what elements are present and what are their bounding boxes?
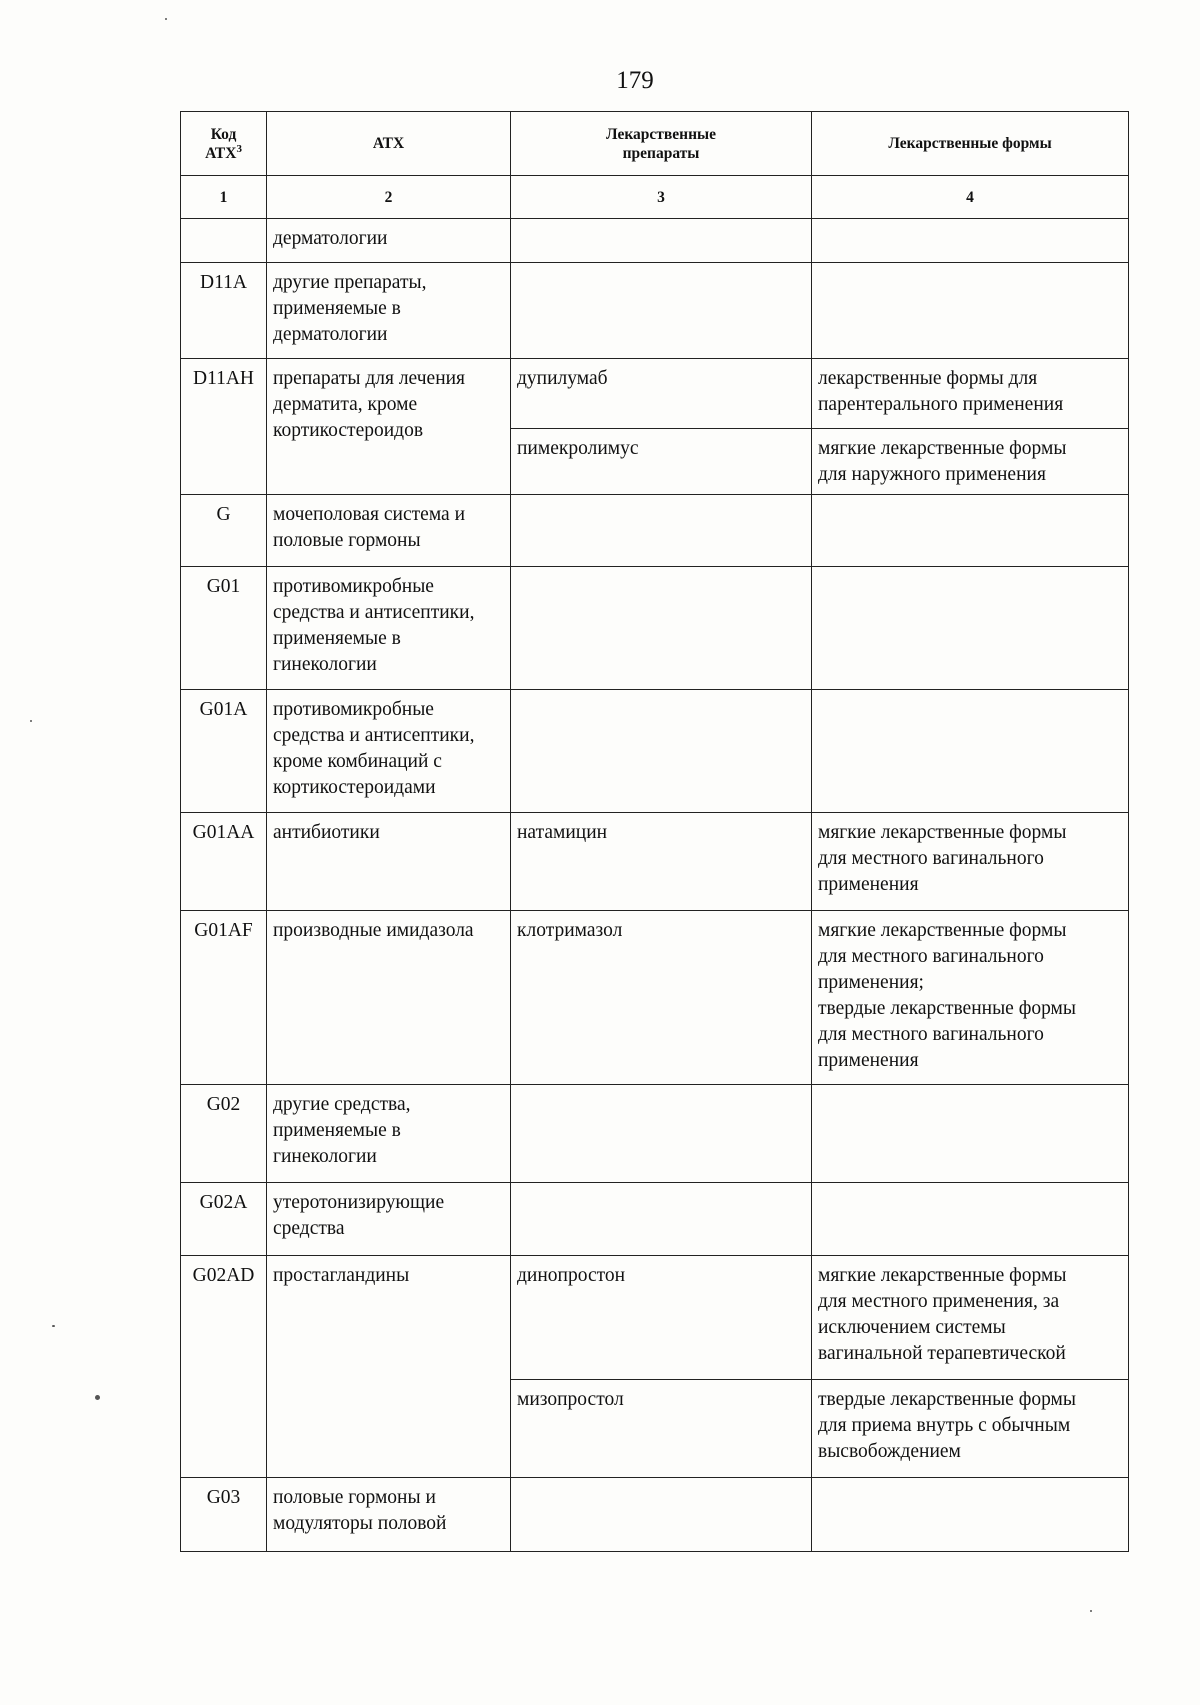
scan-speck [1090,1610,1092,1612]
cell-text-line: высвобождением [818,1441,961,1462]
drug-cell [511,1085,812,1183]
cell-text-line: дерматита, кроме [273,394,418,415]
drug-cell: пимекролимус [511,429,812,495]
table-row [181,359,1129,429]
drug-cell [511,495,812,567]
header-atx: АТХ [267,112,511,176]
table-row [181,813,1129,911]
drug-cell: клотримазол [511,911,812,1085]
table-body [181,219,1129,1552]
drug-cell [511,1478,812,1552]
cell-text-line: препараты для лечения [273,368,466,389]
dosage-form-cell [812,1256,1129,1380]
header-atx-code: Код АТХ$^3$ [181,112,267,176]
table-header [181,112,1129,219]
cell-text-line: для местного вагинального [818,946,1044,967]
atx-name-cell [267,1256,511,1478]
scan-speck [95,1395,100,1400]
dosage-form-cell [812,1380,1129,1478]
dosage-form-cell [812,813,1129,911]
dosage-form-cell [812,219,1129,263]
atx-code-cell: G03 [181,1478,267,1552]
atx-name-cell [267,495,511,567]
drug-cell [511,567,812,690]
cell-text-line: для местного применения, за [818,1291,1060,1312]
drug-cell: динопростон [511,1256,812,1380]
cell-text-line: другие препараты, [273,272,427,293]
cell-text-line: применения [818,874,919,895]
cell-text-line: утеротонизирующие [273,1192,445,1213]
atx-code-cell: G [181,495,267,567]
table-row [181,1085,1129,1183]
atx-name-cell [267,263,511,359]
cell-text-line: мягкие лекарственные формы [818,822,1067,843]
atx-name-cell [267,1478,511,1552]
scan-speck [165,18,167,20]
cell-text-line: применения [818,1050,919,1071]
drug-cell [511,263,812,359]
scan-speck [30,720,32,722]
drug-cell: натамицин [511,813,812,911]
dosage-form-cell [812,690,1129,813]
cell-text-line: мягкие лекарственные формы [818,920,1067,941]
column-index: 2 [267,176,511,219]
cell-text-line: гинекологии [273,1146,377,1167]
drug-cell: дупилумаб [511,359,812,429]
cell-text-line: для наружного применения [818,464,1046,485]
dosage-form-cell [812,911,1129,1085]
atx-code-cell: G01A [181,690,267,813]
cell-text-line: модуляторы половой [273,1513,447,1534]
dosage-form-cell [812,1085,1129,1183]
column-index: 3 [511,176,812,219]
cell-text-line: применяемые в [273,298,401,319]
header-dosage-forms: Лекарственные формы [812,112,1129,176]
page-number: 179 [616,67,654,94]
drug-cell: мизопростол [511,1380,812,1478]
table-row [181,263,1129,359]
atx-table [180,111,1129,1552]
cell-text-line: половые гормоны [273,530,421,551]
cell-text-line: простагландины [273,1265,410,1286]
cell-text-line: дерматологии [273,228,388,249]
cell-text-line: дерматологии [273,324,388,345]
atx-code-cell: G01 [181,567,267,690]
atx-code-cell: G02 [181,1085,267,1183]
cell-text-line: применяемые в [273,628,401,649]
table-row [181,1478,1129,1552]
cell-text-line: противомикробные [273,576,434,597]
table-row [181,1256,1129,1380]
drug-cell [511,219,812,263]
dosage-form-cell [812,495,1129,567]
cell-text-line: противомикробные [273,699,434,720]
drug-cell [511,1183,812,1256]
atx-code-cell: G02AD [181,1256,267,1478]
cell-text-line: средства и антисептики, [273,725,475,746]
cell-text-line: половые гормоны и [273,1487,436,1508]
atx-name-cell [267,567,511,690]
cell-text-line: средства и антисептики, [273,602,475,623]
atx-code-cell: G01AF [181,911,267,1085]
cell-text-line: мочеполовая система и [273,504,466,525]
atx-name-cell [267,1085,511,1183]
table-row [181,911,1129,1085]
cell-text-line: применяемые в [273,1120,401,1141]
cell-text-line: кроме комбинаций с [273,751,442,772]
cell-text-line: парентерального применения [818,394,1064,415]
cell-text-line: применения; [818,972,924,993]
atx-name-cell [267,690,511,813]
atx-code-cell: D11A [181,263,267,359]
cell-text-line: кортикостероидами [273,777,436,798]
atx-code-cell [181,219,267,263]
table-row [181,1183,1129,1256]
column-index-row [181,176,1129,219]
header-drugs: Лекарственные препараты [511,112,812,176]
atx-name-cell [267,1183,511,1256]
cell-text-line: для приема внутрь с обычным [818,1415,1071,1436]
cell-text-line: антибиотики [273,822,380,843]
dosage-form-cell [812,263,1129,359]
dosage-form-cell [812,1183,1129,1256]
column-index: 1 [181,176,267,219]
table-row [181,690,1129,813]
atx-code-cell: G01AA [181,813,267,911]
cell-text-line: гинекологии [273,654,377,675]
atx-name-cell [267,911,511,1085]
cell-text-line: кортикостероидов [273,420,424,441]
atx-code-cell: G02A [181,1183,267,1256]
column-index: 4 [812,176,1129,219]
scan-speck [52,1325,55,1327]
cell-text-line: для местного вагинального [818,848,1044,869]
atx-name-cell [267,359,511,495]
dosage-form-cell [812,1478,1129,1552]
cell-text-line: твердые лекарственные формы [818,998,1076,1019]
cell-text-line: для местного вагинального [818,1024,1044,1045]
atx-name-cell [267,219,511,263]
cell-text-line: средства [273,1218,345,1239]
cell-text-line: производные имидазола [273,920,474,941]
cell-text-line: другие средства, [273,1094,411,1115]
dosage-form-cell [812,359,1129,429]
cell-text-line: мягкие лекарственные формы [818,438,1067,459]
dosage-form-cell [812,567,1129,690]
cell-text-line: лекарственные формы для [818,368,1038,389]
cell-text-line: мягкие лекарственные формы [818,1265,1067,1286]
atx-code-cell: D11AH [181,359,267,495]
dosage-form-cell [812,429,1129,495]
header-row [181,112,1129,176]
cell-text-line: исключением системы [818,1317,1006,1338]
table-row [181,495,1129,567]
cell-text-line: вагинальной терапевтической [818,1343,1066,1364]
atx-name-cell [267,813,511,911]
drug-cell [511,690,812,813]
table-row [181,567,1129,690]
cell-text-line: твердые лекарственные формы [818,1389,1076,1410]
table-row [181,219,1129,263]
